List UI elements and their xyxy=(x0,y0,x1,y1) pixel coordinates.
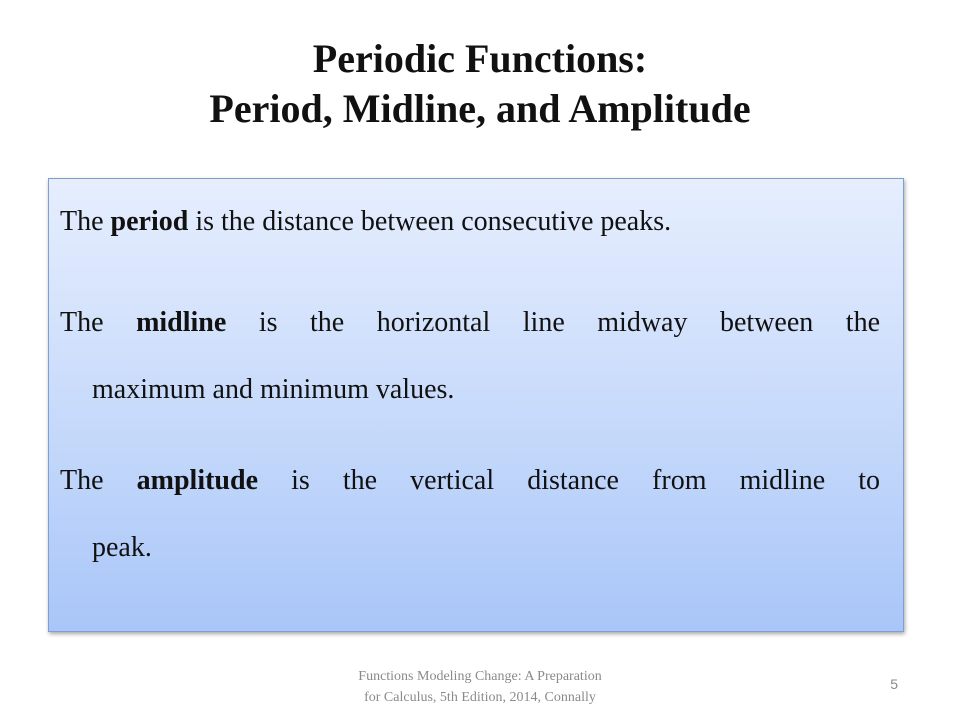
definition-amplitude-text: is the vertical distance from midline to xyxy=(258,465,881,496)
term-amplitude: amplitude xyxy=(136,465,258,496)
slide-title xyxy=(0,34,960,134)
definition-period-line-1 xyxy=(60,205,880,239)
definition-amplitude-prefix: The xyxy=(60,465,137,496)
definition-midline-line-2: maximum and minimum values. xyxy=(92,374,455,405)
slide-title-line-2: Period, Midline, and Amplitude xyxy=(209,86,751,131)
definition-midline-prefix: The xyxy=(60,307,137,338)
definition-period xyxy=(60,205,880,239)
definition-amplitude xyxy=(60,464,880,565)
definition-amplitude-line-2: peak. xyxy=(92,532,152,563)
definition-midline xyxy=(60,306,880,407)
page-number: 5 xyxy=(890,676,898,692)
definition-amplitude-line-1 xyxy=(60,464,880,498)
definition-period-prefix: The xyxy=(60,206,111,237)
slide-title-line-1: Periodic Functions: xyxy=(312,36,648,81)
footer-line-2: for Calculus, 5th Edition, 2014, Connally xyxy=(364,690,596,705)
definition-midline-line-1 xyxy=(60,306,880,340)
term-midline: midline xyxy=(136,307,227,338)
term-period: period xyxy=(110,206,189,237)
definition-period-text: is the distance between consecutive peaks. xyxy=(188,206,672,237)
footer-line-1: Functions Modeling Change: A Preparation xyxy=(358,669,602,684)
footer-citation xyxy=(330,666,630,708)
definition-midline-text: is the horizontal line midway between the xyxy=(226,307,881,338)
